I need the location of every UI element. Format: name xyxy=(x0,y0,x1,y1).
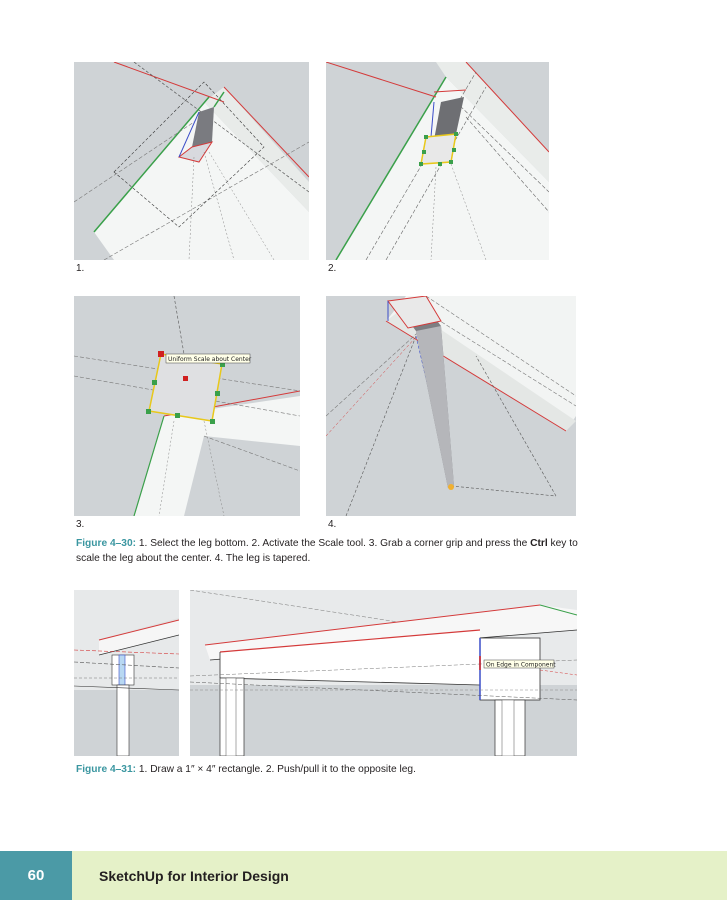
figure-30-caption xyxy=(76,536,579,566)
figure-30-label: Figure 4–30: xyxy=(76,538,137,549)
figure-30-panel-1-label: 1. xyxy=(76,263,85,274)
footer-band xyxy=(72,851,727,900)
figure-30-caption-text-1: 1. Select the leg bottom. 2. Activate the Scale tool. 3. Grab a corner grip and press the xyxy=(136,538,531,549)
figure-30-panel-3-label: 3. xyxy=(76,519,85,530)
figure-30-panel-4-label: 4. xyxy=(328,519,337,530)
figure-31-panel-2-image xyxy=(190,590,577,756)
figure-30-panel-4-image xyxy=(326,296,576,516)
figure-30-panel-1-image xyxy=(74,62,309,260)
page-number: 60 xyxy=(0,851,72,900)
figure-31-label: Figure 4–31: xyxy=(76,764,137,775)
scale-tooltip-text: Uniform Scale about Center xyxy=(168,356,252,363)
edge-tooltip-text: On Edge in Component xyxy=(486,661,556,669)
figure-31-panel-1-image xyxy=(74,590,179,756)
figure-30-caption-key: Ctrl xyxy=(530,538,548,549)
figure-31-caption xyxy=(76,762,579,777)
figure-30-panel-2-image xyxy=(326,62,549,260)
book-title: SketchUp for Interior Design xyxy=(99,867,289,884)
figure-30-caption-text-2: key to scale the leg about the center. 4. The leg is tapered. xyxy=(76,538,578,564)
figure-30-panel-3-image xyxy=(74,296,300,516)
figure-30-panel-2-label: 2. xyxy=(328,263,337,274)
figure-31-caption-text: 1. Draw a 1″ × 4″ rectangle. 2. Push/pull it to the opposite leg. xyxy=(136,764,416,775)
